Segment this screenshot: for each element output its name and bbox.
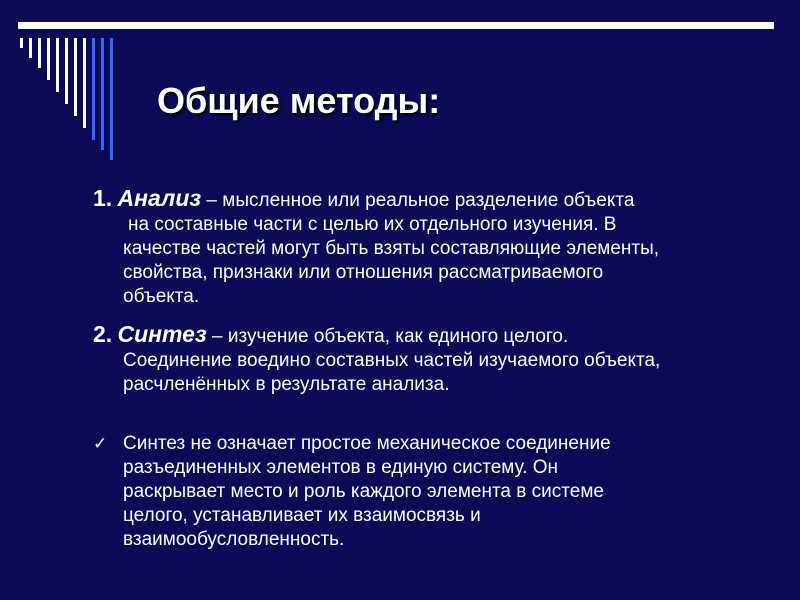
term-synthesis: Синтез [117, 321, 207, 347]
definition-line: – изучение объекта, как единого целого. [211, 326, 569, 347]
definition-line: свойства, признаки или отношения рассматриваемого [123, 262, 604, 283]
definition-line: качестве частей могут быть взяты составляющие элементы, [123, 238, 660, 259]
decorative-stripes [20, 38, 130, 163]
note-line: целого, устанавливает их взаимосвязь и [123, 505, 481, 526]
item-number: 1. [93, 185, 113, 211]
method-analysis [93, 186, 773, 309]
synthesis-note [93, 432, 773, 552]
stripe [83, 38, 86, 128]
stripe [47, 38, 50, 80]
definition-line: объекта. [123, 286, 200, 307]
definition-line: расчленённых в результате анализа. [123, 374, 450, 395]
definition-line: – мысленное или реальное разделение объекта [206, 190, 635, 211]
item-number: 2. [93, 321, 113, 347]
slide-title: Общие методы: [157, 80, 441, 121]
stripe [92, 38, 95, 140]
stripe [101, 38, 104, 150]
stripe [20, 38, 23, 48]
method-synthesis [93, 322, 773, 397]
note-line: раскрывает место и роль каждого элемента в системе [123, 481, 604, 502]
stripe [74, 38, 77, 116]
note-line: взаимообусловленность. [123, 529, 345, 550]
top-rule [18, 22, 774, 29]
stripe [110, 38, 113, 160]
definition-line: на составные части с целью их отдельного изучения. В [128, 214, 617, 235]
stripe [29, 38, 32, 58]
note-line: разъединенных элементов в единую систему. Он [123, 457, 559, 478]
stripe [65, 38, 68, 104]
stripe [38, 38, 41, 68]
definition-line: Соединение воедино составных частей изучаемого объекта, [123, 350, 661, 371]
stripe [56, 38, 59, 92]
note-line: Синтез не означает простое механическое соединение [123, 433, 611, 454]
checkmark-icon: ✓ [93, 434, 108, 453]
term-analysis: Анализ [117, 185, 202, 211]
